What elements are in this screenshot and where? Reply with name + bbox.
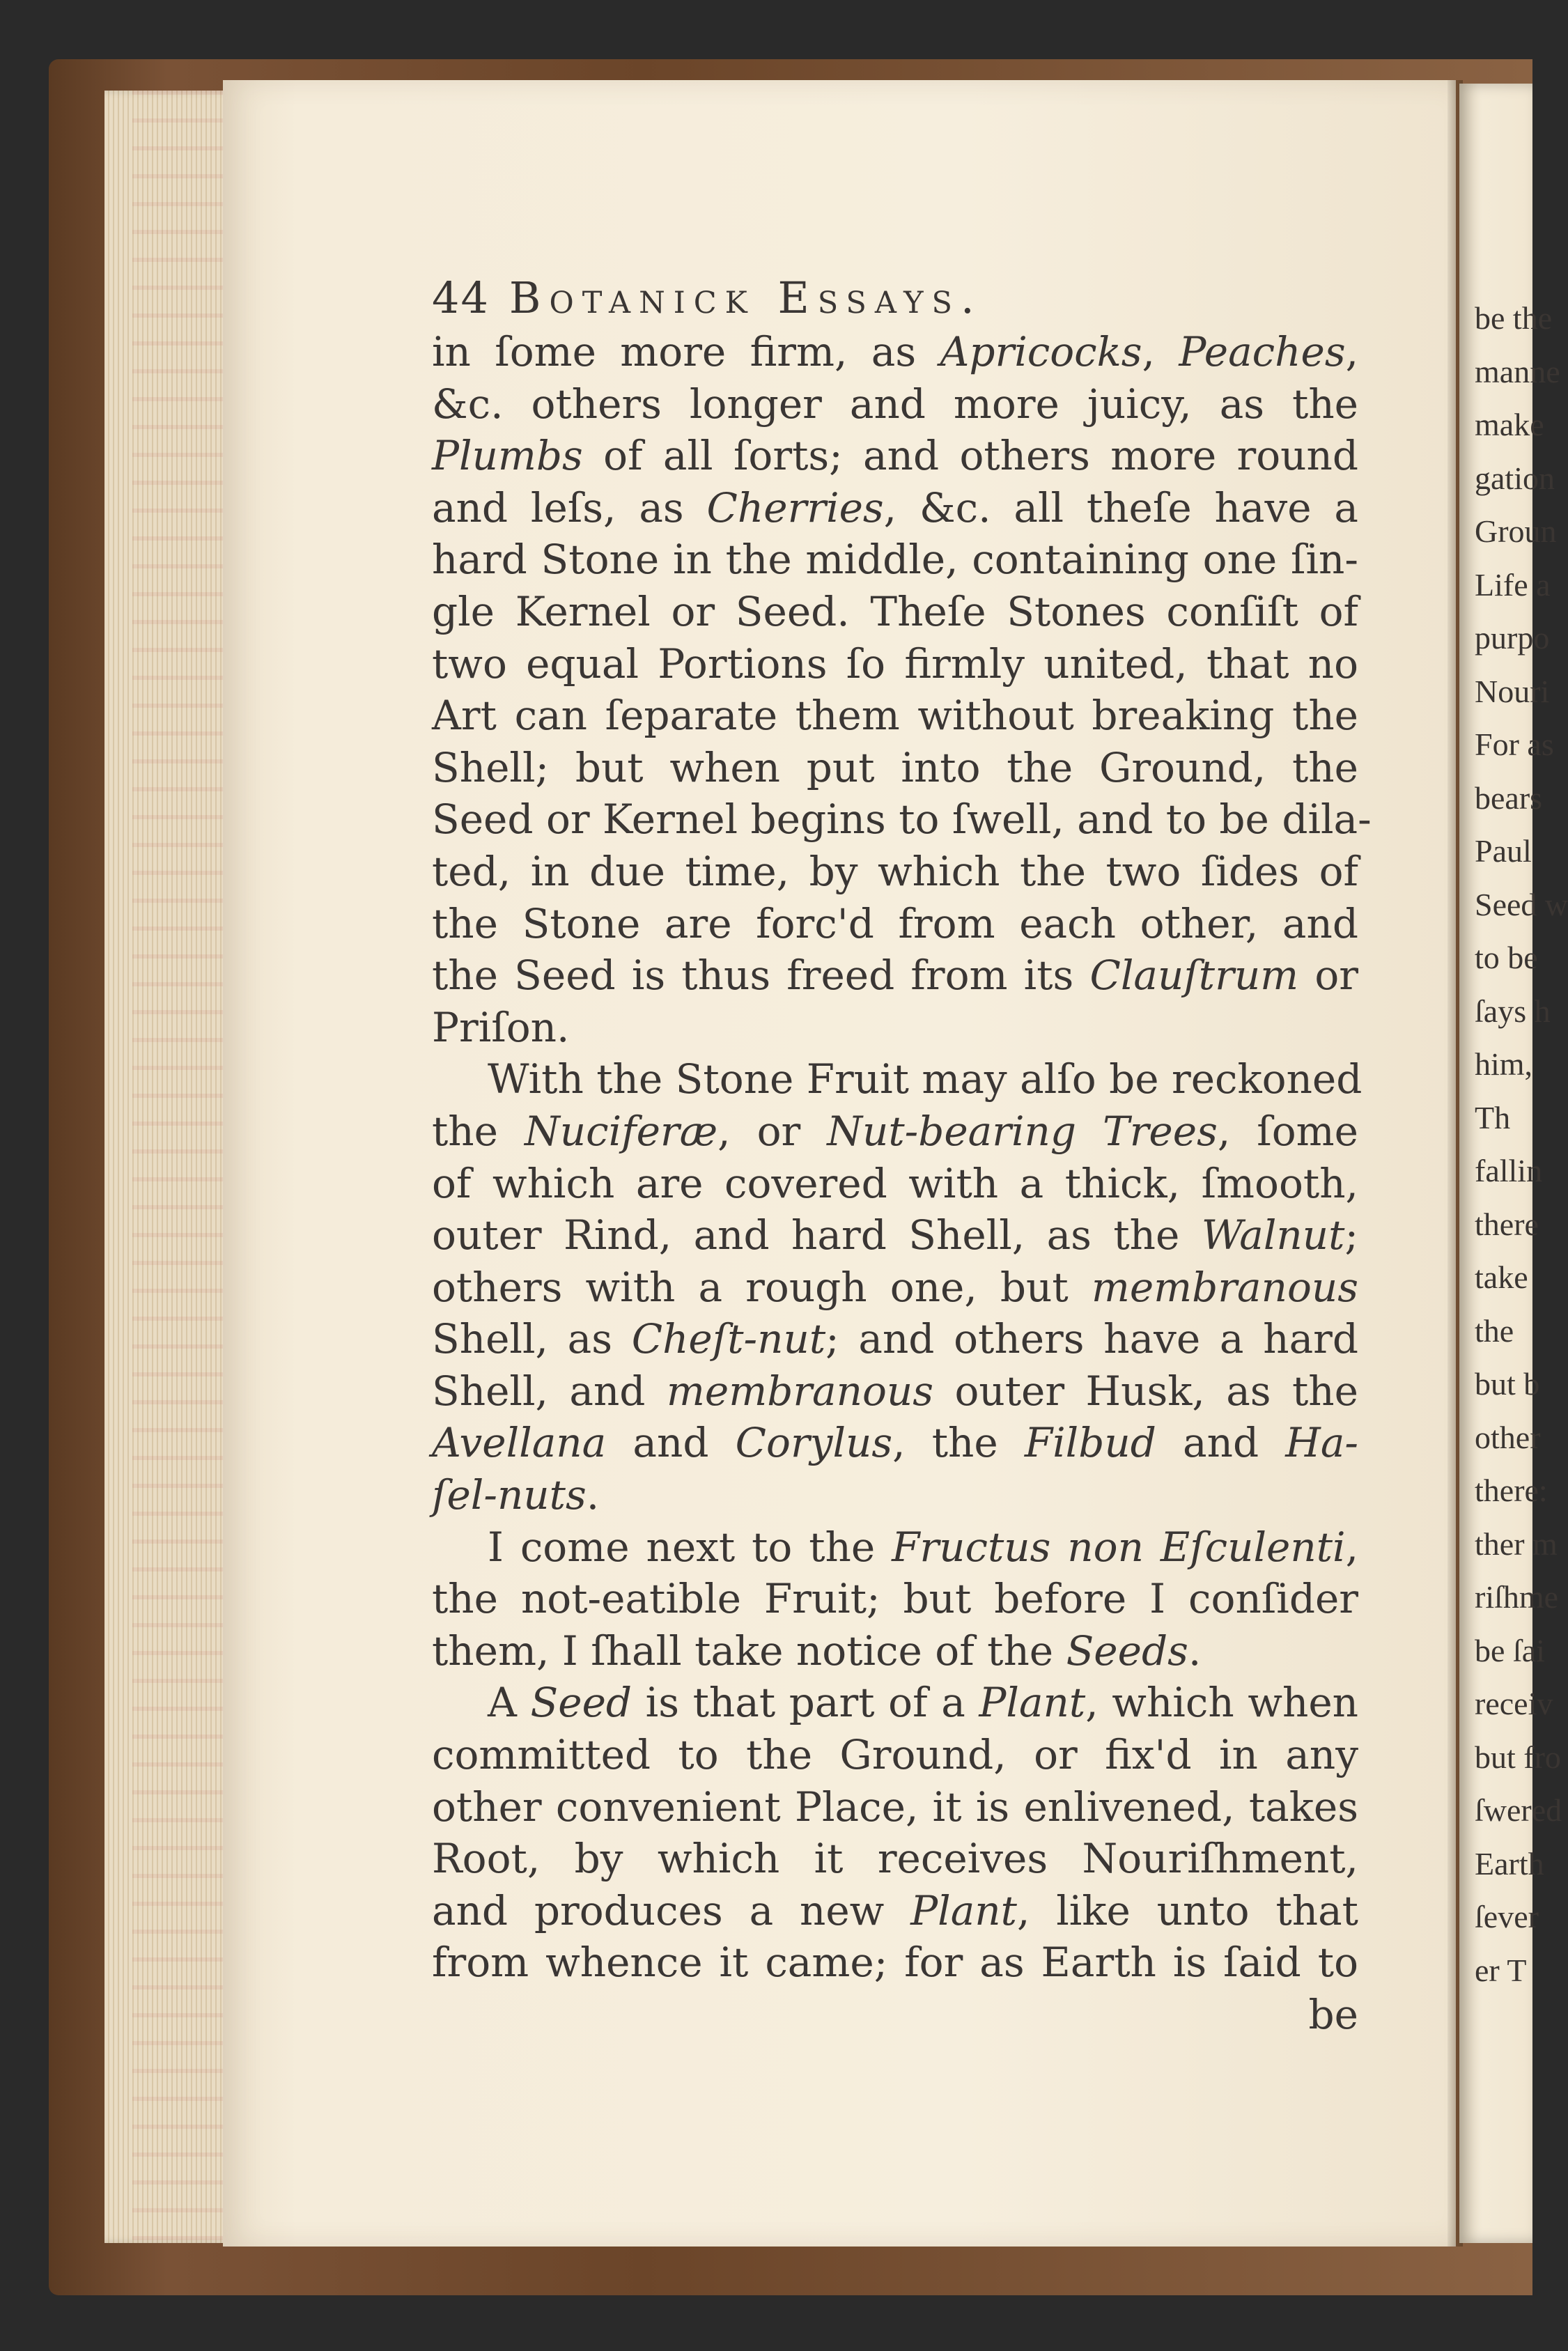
italic-span: Walnut [1201,1211,1345,1259]
facing-page-fragment: bears [1475,779,1543,816]
text-line [432,1158,1358,1210]
text-span: outer Rind, and hard Shell, as the [432,1211,1202,1259]
facing-page-fragment: ſwered [1475,1792,1562,1828]
facing-page-fragment: make [1475,407,1544,442]
text-span: Shell, as [432,1315,632,1363]
page-text-block [432,263,1372,2041]
text-span: ; [1344,1211,1358,1259]
italic-span: Nuciferæ [524,1107,718,1155]
text-span: ted, in due time, by which the two ſides of [432,847,1358,895]
text-span: Shell, and [432,1367,667,1415]
text-line [432,1002,1358,1054]
text-line [432,1053,1363,1105]
italic-span: Fructus non Eſculenti [892,1523,1346,1571]
text-line [432,586,1358,638]
text-span: is that part of a [632,1679,979,1727]
text-span: With the Stone Fruit may alſo be reckoned [488,1055,1363,1103]
text-span: Root, by which it receives Nouriſhment, [432,1835,1358,1883]
text-span: , [1345,328,1359,375]
facing-page-fragment: there [1475,1206,1539,1242]
text-line [432,898,1358,950]
text-span: them, I ſhall take notice of the [432,1627,1066,1675]
text-span: the [432,1107,525,1155]
text-span: and [1156,1419,1286,1467]
facing-page-fragment: gation [1475,460,1555,496]
text-line [432,1469,1358,1521]
italic-span: Plant [910,1886,1017,1934]
facing-page-fragment: Seed w [1475,886,1568,922]
text-span: , &c. all theſe have a [883,483,1358,532]
italic-span: Nut-bearing Trees [827,1107,1218,1155]
text-line [432,534,1358,586]
text-span: the not-eatible Fruit; but before I conſider [432,1575,1358,1623]
text-span: Priſon. [432,1003,570,1051]
facing-page-fragment: ther m [1475,1526,1558,1562]
facing-page-fragment: Life a [1475,566,1551,603]
text-line [432,1937,1358,1989]
facing-page-fragment: er T [1475,1952,1527,1988]
facing-page-fragment: ſever [1475,1899,1539,1934]
text-line [432,1573,1358,1625]
text-line [432,430,1358,482]
text-line [432,742,1358,794]
italic-span: Peaches [1179,328,1346,375]
facing-page-fragment: the [1475,1312,1514,1349]
italic-span: Plumbs [432,432,583,480]
facing-page-fragment: there: [1475,1473,1548,1508]
facing-page-fragment: Paul [1475,833,1532,869]
italic-span: Plant [979,1679,1086,1727]
italic-span: Clauſtrum [1089,952,1299,1000]
text-span: other convenient Place, it is enlivened, takes [432,1783,1358,1831]
facing-page-fragment: but b [1475,1366,1540,1402]
running-title: Botanick Essays. [509,272,983,323]
facing-page-fragment: manne [1475,353,1560,389]
text-line [432,1677,1358,1729]
text-span: &c. others longer and more juicy, as the [432,380,1358,428]
facing-page-fragment: Groun [1475,513,1557,549]
text-span: and produces a new [432,1886,911,1934]
text-span: in ſome more firm, as [432,328,940,375]
facing-page-fragment: Nouri [1475,673,1550,709]
text-line [432,638,1358,690]
text-span: . [1188,1627,1202,1675]
text-line [432,1262,1358,1314]
text-line [432,793,1372,846]
facing-page-fragment: receiv [1475,1686,1553,1721]
text-line [432,1313,1358,1365]
facing-page-fragment: Earth [1475,1845,1544,1881]
italic-span: ſel-nuts [432,1471,587,1519]
text-span: from whence it came; for as Earth is ſaid to [432,1939,1358,1987]
text-line [432,1105,1358,1158]
text-span: others with a rough one, but [432,1263,1092,1311]
text-span: , [1142,328,1179,375]
text-line [432,949,1358,1002]
text-span: , or [717,1107,828,1155]
facing-page-fragment: purpo [1475,620,1550,655]
text-line [432,1781,1358,1833]
text-span: outer Husk, as the [933,1367,1358,1415]
text-span: committed to the Ground, or fix'd in any [432,1731,1358,1779]
facing-page-fragment: For as [1475,727,1554,762]
text-span: , [1345,1523,1359,1571]
text-span: or [1298,952,1358,1000]
text-span: Shell; but when put into the Ground, the [432,743,1358,791]
italic-span: Filbud [1024,1419,1156,1467]
text-line [432,326,1358,378]
facing-page [1459,84,1568,2243]
italic-span: Ha- [1285,1419,1359,1467]
facing-page-fragment: riſhme [1475,1579,1559,1615]
text-line [432,1365,1358,1418]
text-span: Art can ſeparate them without breaking the [432,692,1358,740]
text-line [432,482,1358,534]
text-line [432,846,1358,898]
text-span: A [488,1679,531,1727]
text-span: two equal Portions ſo firmly united, that no [432,639,1358,688]
facing-page-fragment: be ſai [1475,1632,1545,1668]
text-span: . [586,1471,600,1519]
text-span: hard Stone in the middle, containing one ſin- [432,536,1358,584]
text-span: Seed or Kernel begins to ſwell, and to be dila- [432,796,1372,844]
text-line [432,1833,1358,1885]
facing-page-fragment: ſays h [1475,993,1551,1029]
italic-span: Seeds [1066,1627,1188,1675]
text-line [432,1729,1358,1781]
page-number: 44 [432,272,490,323]
text-span: , like unto that [1016,1886,1358,1934]
italic-span: Seed [530,1679,632,1727]
text-span: the Stone are forc'd from each other, and [432,899,1358,947]
text-span: , the [892,1419,1025,1467]
italic-span: Corylus [735,1419,893,1467]
text-span: I come next to the [488,1523,892,1571]
text-line [432,378,1358,430]
text-span: and [606,1419,736,1467]
text-span: , which when [1085,1679,1358,1727]
italic-span: Cheſt-nut [631,1315,826,1363]
facing-page-fragment: fallin [1475,1153,1543,1188]
text-span: and leſs, as [432,483,707,532]
body-text [432,326,1372,1989]
italic-span: Apricocks [940,328,1142,375]
running-head [432,263,1358,323]
facing-page-fragment: be the [1475,300,1553,336]
text-line [432,1885,1358,1937]
text-line [432,1521,1358,1574]
facing-page-fragment: Th [1475,1099,1511,1135]
text-line [432,1417,1358,1469]
text-line [432,690,1358,742]
italic-span: membranous [666,1367,934,1415]
text-span: the Seed is thus freed from its [432,952,1090,1000]
facing-page-fragment: other [1475,1419,1541,1455]
italic-span: Cherries [706,483,884,532]
text-line [432,1625,1358,1677]
facing-page-fragment: but fro [1475,1739,1561,1775]
italic-span: Avellana [432,1419,607,1467]
text-span: of which are covered with a thick, ſmooth, [432,1159,1358,1207]
facing-page-fragment: take [1475,1259,1528,1295]
catchword: be [1308,1991,1358,2038]
text-span: of all ſorts; and others more round [582,432,1358,480]
text-span: ; and others have a hard [825,1315,1358,1363]
text-span: gle Kernel or Seed. Theſe Stones conſiſt of [432,587,1358,635]
text-line [432,1209,1358,1262]
text-span: , ſome [1217,1107,1358,1155]
italic-span: membranous [1091,1263,1358,1311]
facing-page-fragment: to be [1475,940,1538,975]
facing-page-fragment: him, [1475,1046,1533,1082]
